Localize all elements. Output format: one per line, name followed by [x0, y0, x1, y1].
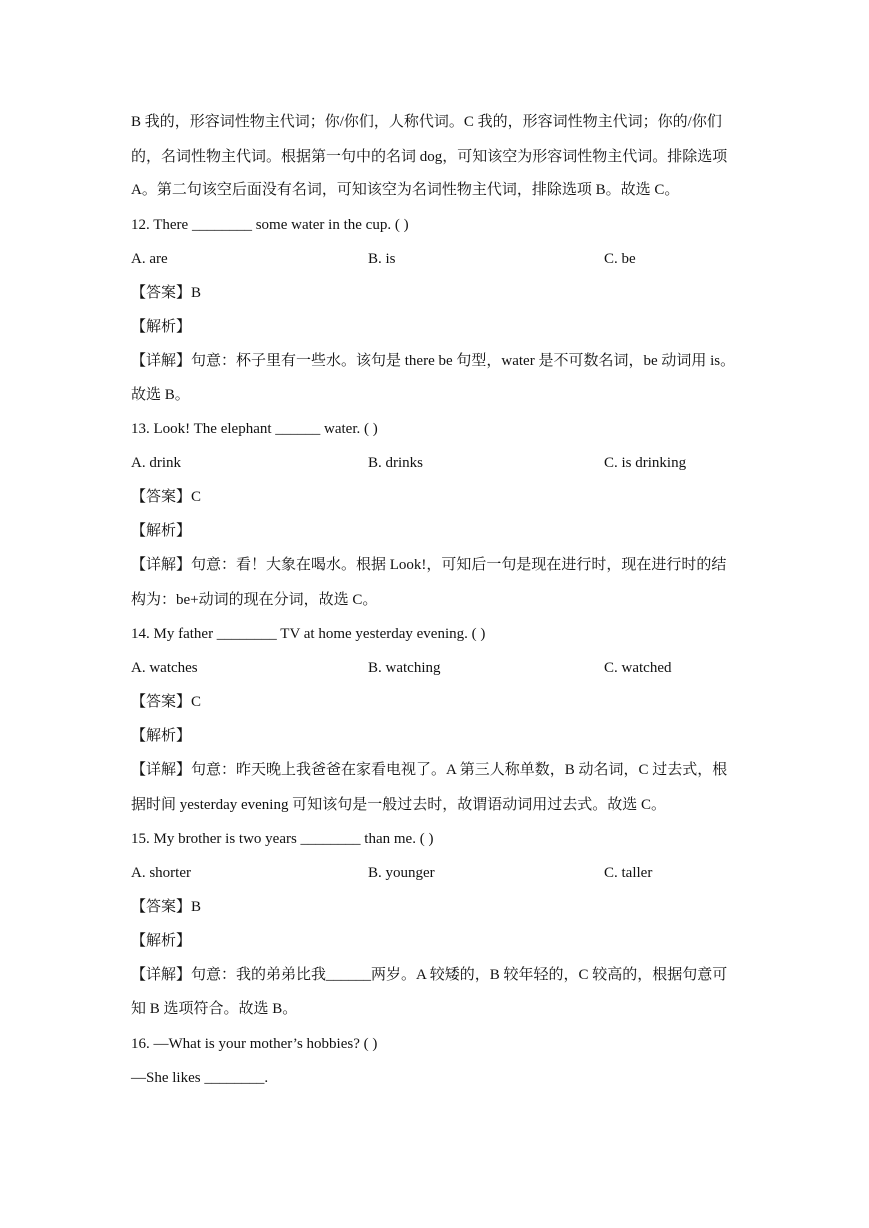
question-15-detail-2: 知 B 选项符合。故选 B。	[131, 1001, 298, 1017]
question-14-stem: 14. My father ________ TV at home yesterday evening. ( )	[131, 626, 486, 642]
question-12-option-c: C. be	[604, 251, 636, 267]
question-16-stem: 16. —What is your mother’s hobbies? ( )	[131, 1036, 378, 1052]
question-14-answer: 【答案】C	[131, 694, 202, 710]
question-12-detail-2: 故选 B。	[131, 387, 190, 403]
question-15-answer: 【答案】B	[131, 899, 202, 915]
question-14-option-b: B. watching	[368, 660, 441, 676]
question-15-detail-1: 【详解】句意：我的弟弟比我______两岁。A 较矮的，B 较年轻的，C 较高的，根据句意可	[131, 967, 728, 983]
question-14-detail-2: 据时间 yesterday evening 可知该句是一般过去时，故谓语动词用过去式。故选 C。	[131, 797, 666, 813]
question-14-option-c: C. watched	[604, 660, 672, 676]
question-13-stem: 13. Look! The elephant ______ water. ( )	[131, 421, 378, 437]
question-13-option-c: C. is drinking	[604, 455, 687, 471]
intro-line-2: 的，名词性物主代词。根据第一句中的名词 dog，可知该空为形容词性物主代词。排除选项	[131, 149, 728, 165]
question-16-second-line: —She likes ________.	[131, 1070, 269, 1086]
question-13-detail-1: 【详解】句意：看！大象在喝水。根据 Look!，可知后一句是现在进行时，现在进行时的结	[131, 557, 727, 573]
intro-line-1: B 我的，形容词性物主代词；你/你们，人称代词。C 我的，形容词性物主代词；你的/你们	[131, 114, 722, 130]
question-12-detail-1: 【详解】句意：杯子里有一些水。该句是 there be 句型，water 是不可数名词，be 动词用 is。	[131, 353, 736, 369]
question-15-stem: 15. My brother is two years ________ than me. ( )	[131, 831, 434, 847]
intro-line-3: A。第二句该空后面没有名词，可知该空为名词性物主代词，排除选项 B。故选 C。	[131, 182, 680, 198]
question-15-option-a: A. shorter	[131, 865, 191, 881]
question-13-answer: 【答案】C	[131, 489, 202, 505]
question-12-stem: 12. There ________ some water in the cup. ( )	[131, 217, 409, 233]
question-13-option-b: B. drinks	[368, 455, 424, 471]
question-15-option-c: C. taller	[604, 865, 653, 881]
question-14-analysis-label: 【解析】	[131, 728, 192, 744]
question-14-detail-1: 【详解】句意：昨天晚上我爸爸在家看电视了。A 第三人称单数，B 动名词，C 过去式，根	[131, 762, 728, 778]
question-13-detail-2: 构为：be+动词的现在分词，故选 C。	[131, 592, 378, 608]
question-15-analysis-label: 【解析】	[131, 933, 192, 949]
question-12-answer: 【答案】B	[131, 285, 202, 301]
question-13-option-a: A. drink	[131, 455, 181, 471]
question-15-option-b: B. younger	[368, 865, 435, 881]
question-14-option-a: A. watches	[131, 660, 198, 676]
question-13-analysis-label: 【解析】	[131, 523, 192, 539]
question-12-option-a: A. are	[131, 251, 168, 267]
question-12-analysis-label: 【解析】	[131, 319, 192, 335]
question-12-option-b: B. is	[368, 251, 396, 267]
